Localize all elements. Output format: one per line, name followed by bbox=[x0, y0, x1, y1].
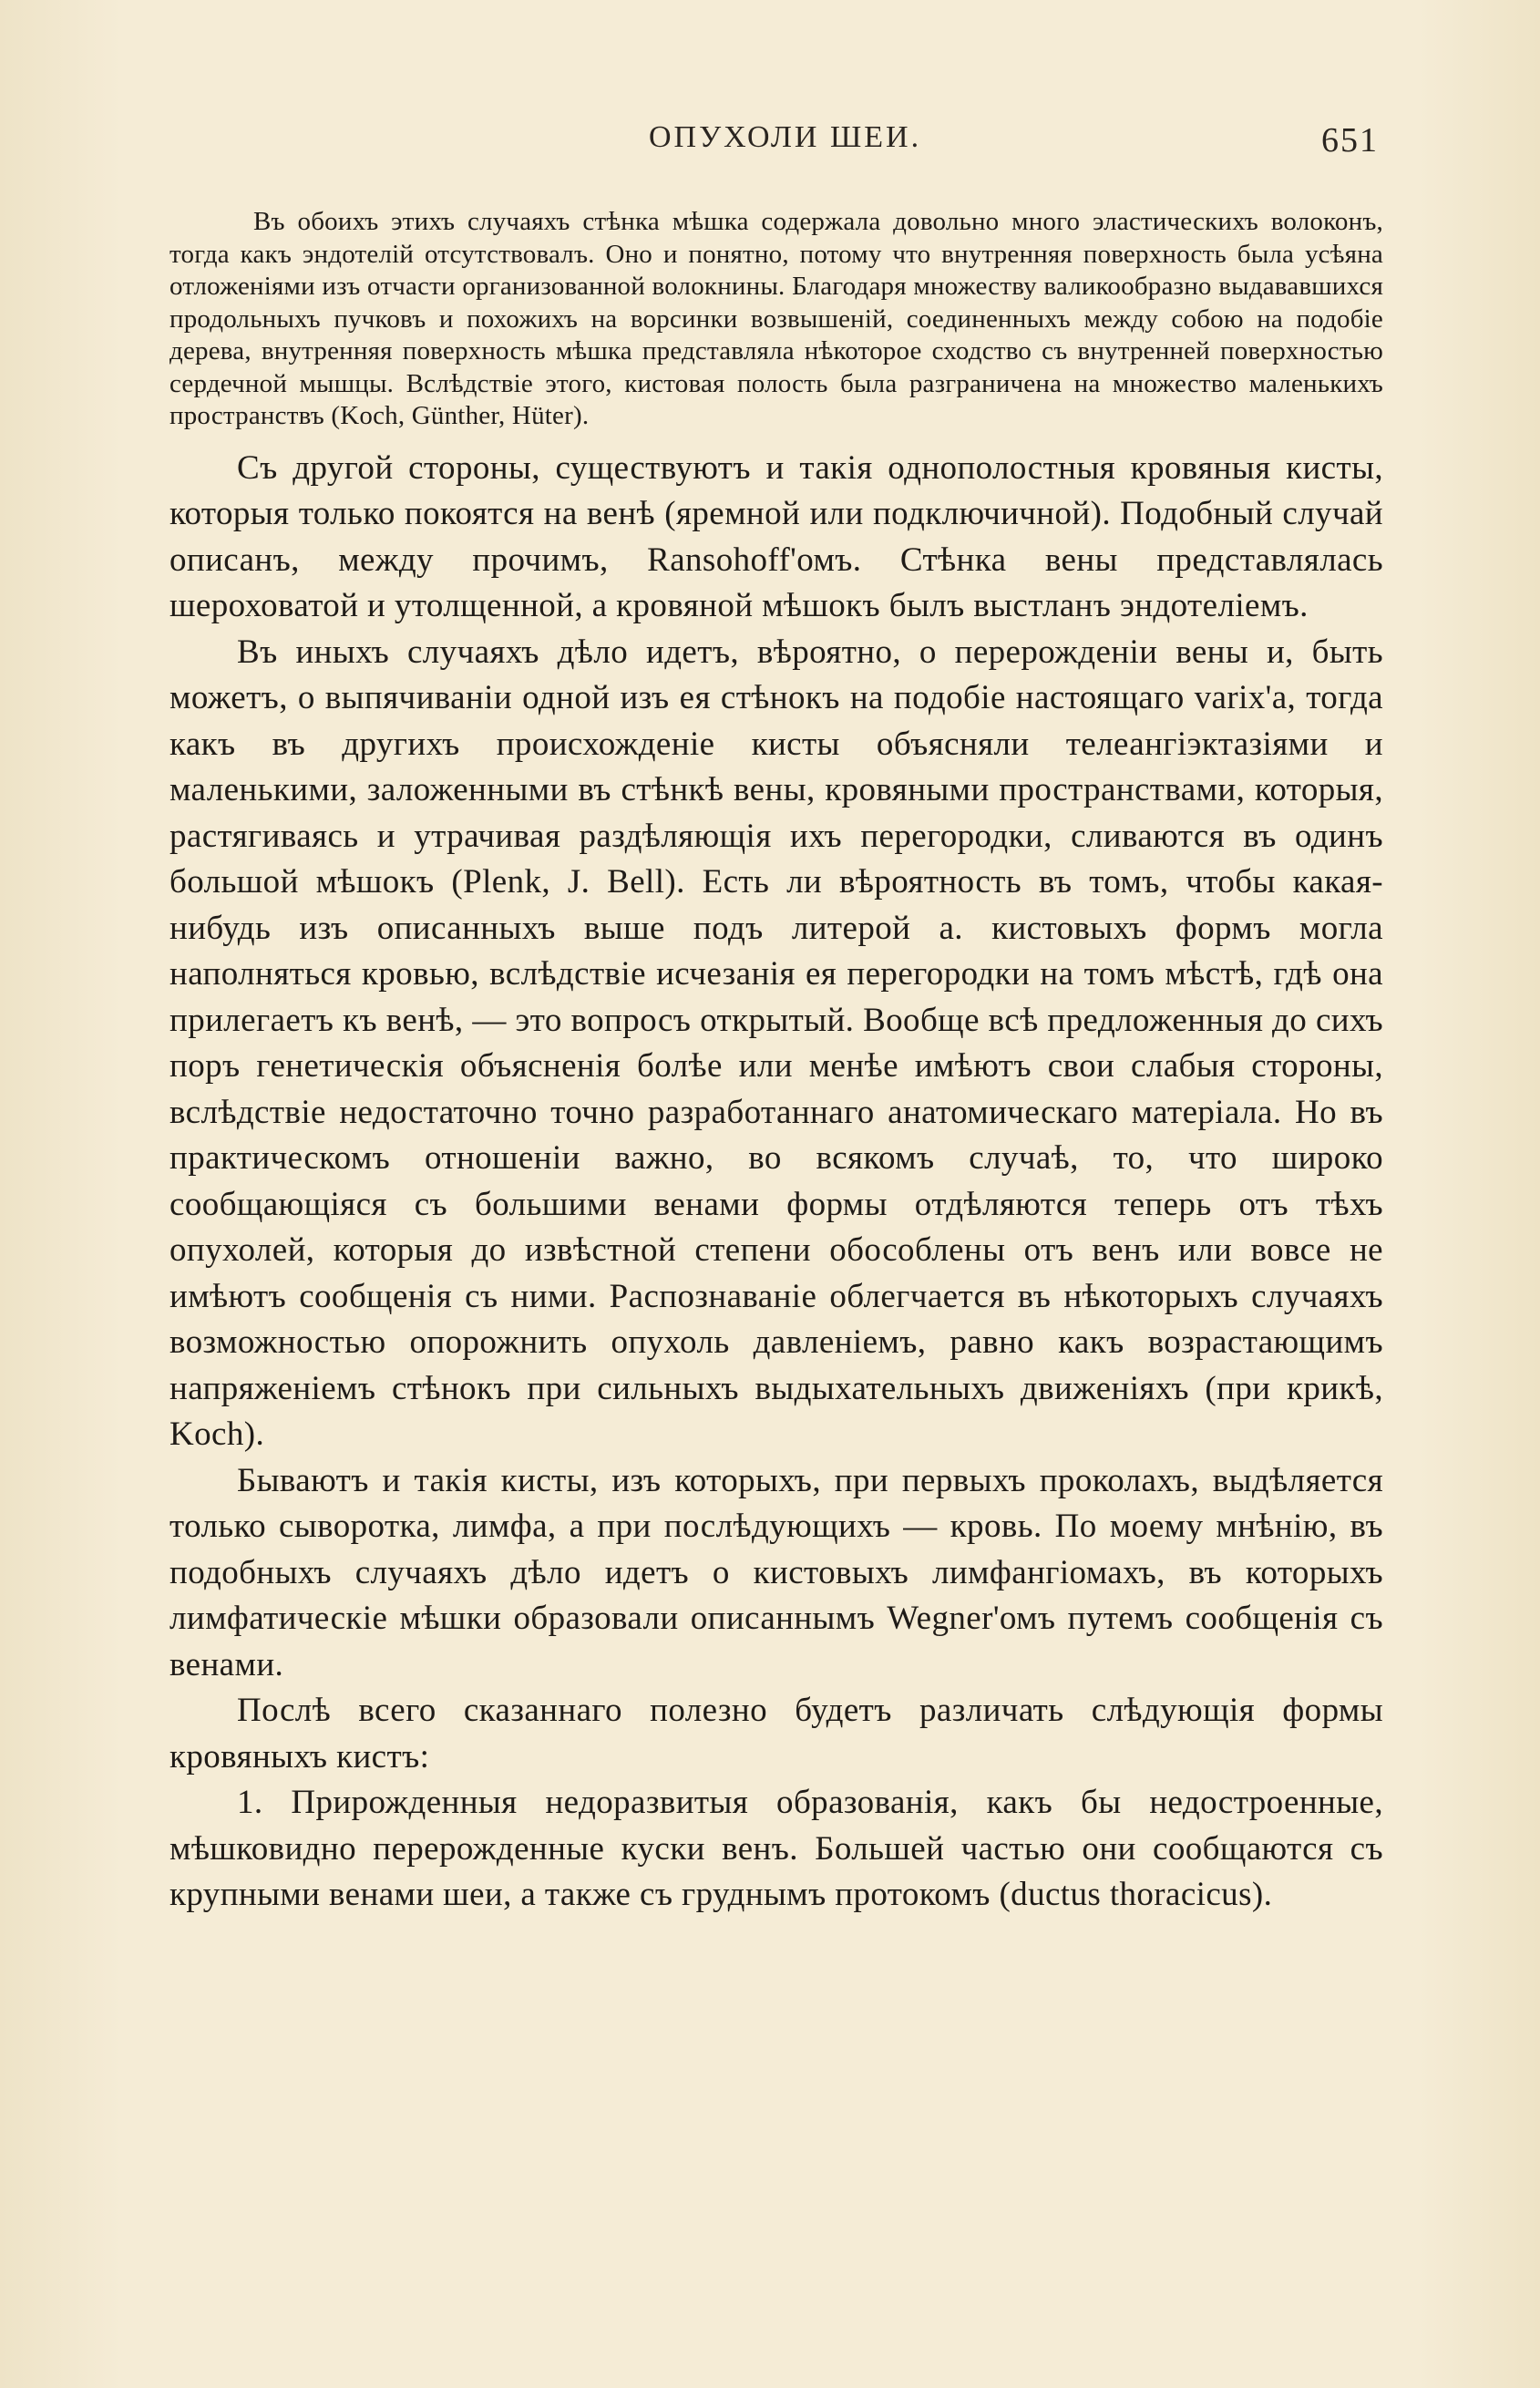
paragraph-classification-item-1: 1. Прирожденныя недоразвитыя образованія, какъ бы недостроенные, мѣшковидно перерожденные куски венъ. Большей частью они сообщаются съ крупными венами шеи, а также съ груднымъ протокомъ (ductus thoracicus). bbox=[169, 1784, 1383, 1913]
running-title: ОПУХОЛИ ШЕИ. bbox=[649, 120, 922, 154]
paragraph-cysts-on-vein: Съ другой стороны, существуютъ и такія однополостныя кровяныя кисты, которыя только покоятся на венѣ (яремной или подключичной). Подобный случай описанъ, между прочимъ, Ransohoff'омъ. Стѣнка вены представлялась шероховатой и утолщенной, а кровяной мѣшокъ былъ выстланъ эндотеліемъ. bbox=[169, 448, 1383, 624]
body-text bbox=[169, 206, 1383, 1919]
paragraph-classification-intro: Послѣ всего сказаннаго полезно будетъ различать слѣдующія формы кровяныхъ кистъ: bbox=[169, 1692, 1383, 1776]
paragraph-small-print: Въ обоихъ этихъ случаяхъ стѣнка мѣшка содержала довольно много эластическихъ волоконъ, тогда какъ эндотелій отсутствовалъ. Оно и понятно, потому что внутренняя поверхность была усѣяна отложеніями изъ отчасти организованной волокнины. Благодаря множеству валикообразно выдававшихся продольныхъ пучковъ и похожихъ на ворсинки возвышеній, соединенныхъ между собою на подобіе дерева, внутренняя поверхность мѣшка представляла нѣкоторое сходство съ внутренней поверхностью сердечной мышцы. Вслѣдствіе этого, кистовая полость была разграничена на множество маленькихъ пространствъ (Koch, Günther, Hüter). bbox=[169, 207, 1383, 430]
paragraph-origin-theories: Въ иныхъ случаяхъ дѣло идетъ, вѣроятно, о перерожденіи вены и, быть можетъ, о выпячиваніи одной изъ ея стѣнокъ на подобіе настоящаго varix'а, тогда какъ въ другихъ происхожденіе кисты объясняли телеангіэктазіями и маленькими, заложенными въ стѣнкѣ вены, кровяными пространствами, которыя, растягиваясь и утрачивая раздѣляющія ихъ перегородки, сливаются въ одинъ большой мѣшокъ (Plenk, J. Bell). Есть ли вѣроятность въ томъ, чтобы какая-нибудь изъ описанныхъ выше подъ литерой a. кистовыхъ формъ могла наполняться кровью, вслѣдствіе исчезанія ея перегородки на томъ мѣстѣ, гдѣ она прилегаетъ къ венѣ, — это вопросъ открытый. Вообще всѣ предложенныя до сихъ поръ генетическія объясненія болѣе или менѣе имѣютъ свои слабыя стороны, вслѣдствіе недостаточно точно разработаннаго анатомическаго матеріала. Но въ практическомъ отношеніи важно, во всякомъ случаѣ, то, что широко сообщающіяся съ большими венами формы отдѣляются теперь отъ тѣхъ опухолей, которыя до извѣстной степени обособлены отъ венъ или вовсе не имѣютъ сообщенія съ ними. Распознаваніе облегчается въ нѣкоторыхъ случаяхъ возможностью опорожнить опухоль давленіемъ, равно какъ возрастающимъ напряженіемъ стѣнокъ при сильныхъ выдыхательныхъ движеніяхъ (при крикѣ, Koch). bbox=[169, 633, 1383, 1453]
page-header bbox=[0, 120, 1540, 166]
paragraph-lymphangioma: Бываютъ и такія кисты, изъ которыхъ, при первыхъ проколахъ, выдѣляется только сыворотка, лимфа, а при послѣдующихъ — кровь. По моему мнѣнію, въ подобныхъ случаяхъ дѣло идетъ о кистовыхъ лимфангіомахъ, въ которыхъ лимфатическіе мѣшки образовали описаннымъ Wegner'омъ путемъ сообщенія съ венами. bbox=[169, 1461, 1383, 1683]
page-number: 651 bbox=[1321, 121, 1379, 160]
